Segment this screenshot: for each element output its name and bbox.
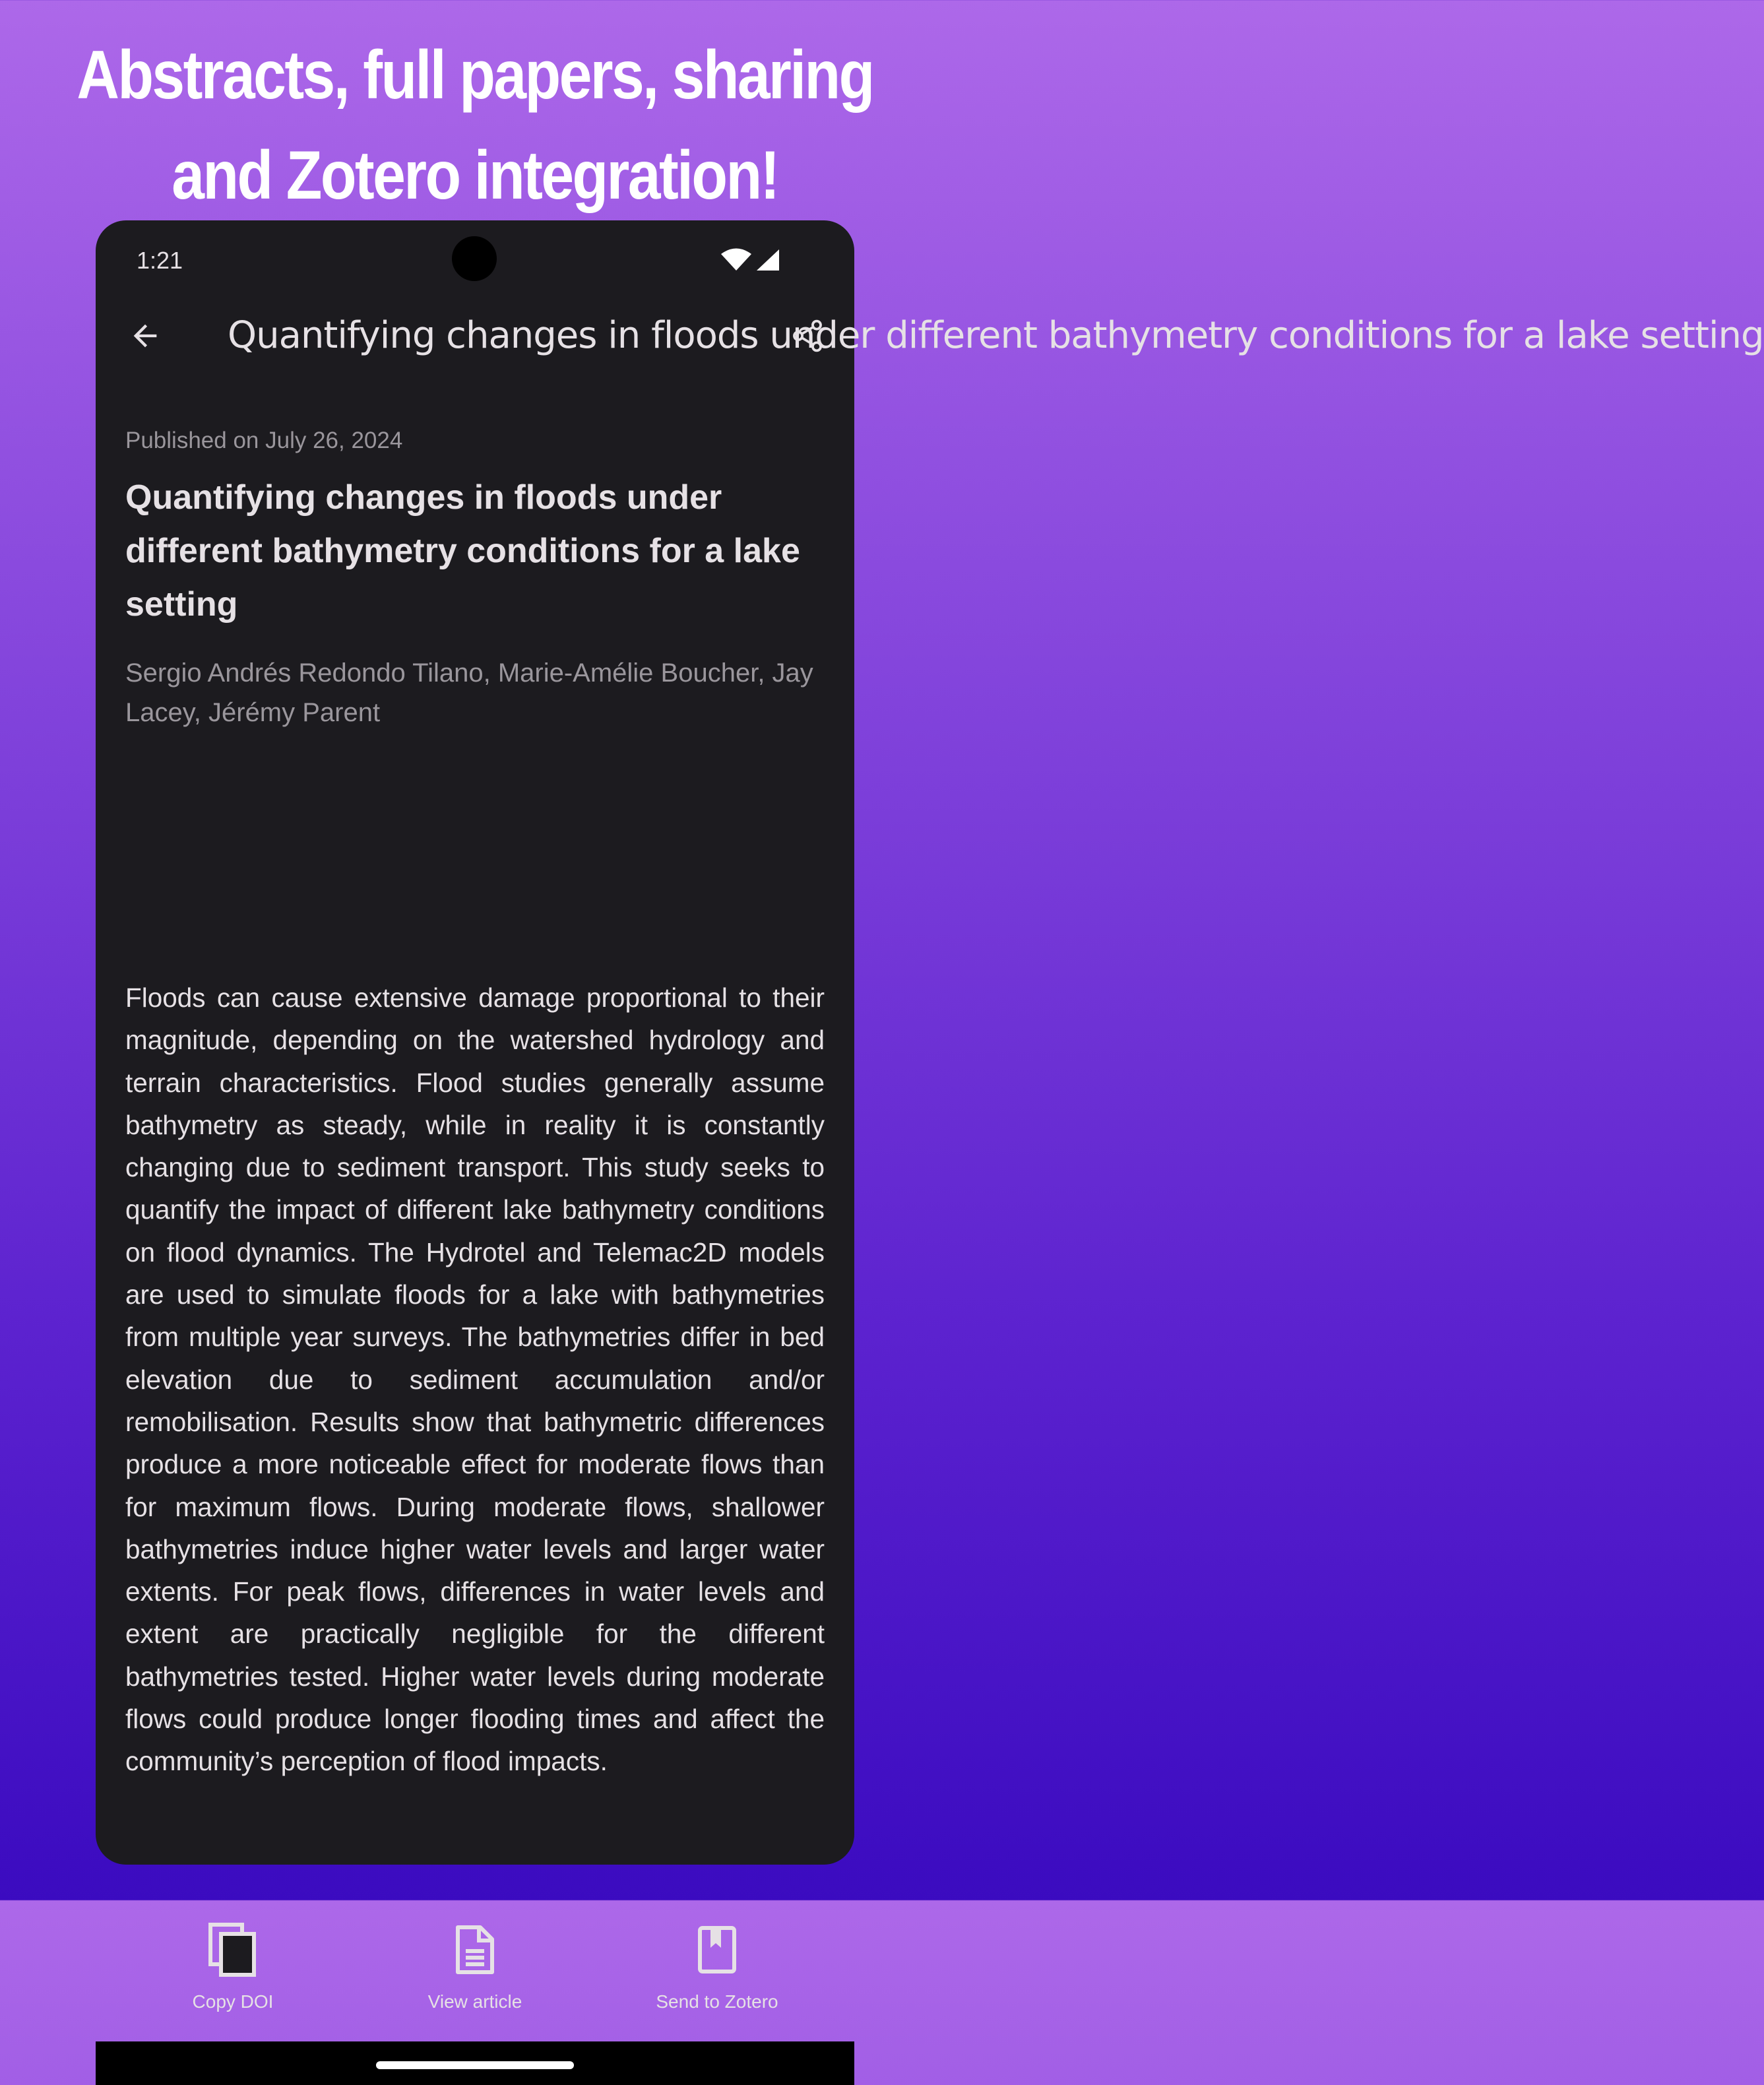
cellular-signal-icon xyxy=(754,248,780,272)
send-to-zotero-label: Send to Zotero xyxy=(656,1991,778,2012)
send-to-zotero-button[interactable] xyxy=(631,1894,803,2041)
abstract-scroll-area[interactable] xyxy=(125,958,825,1892)
promo-heading-line-2: and Zotero integration! xyxy=(172,137,778,214)
view-article-button[interactable] xyxy=(389,1894,561,2041)
copy-doi-button[interactable] xyxy=(147,1894,319,2041)
view-article-label: View article xyxy=(427,1991,522,2012)
status-bar xyxy=(96,220,854,300)
home-indicator[interactable] xyxy=(376,2061,574,2069)
phone-frame xyxy=(96,220,1764,2012)
back-button[interactable] xyxy=(121,311,170,360)
article-authors: Sergio Andrés Redondo Tilano, Marie-Amélie Boucher, Jay Lacey, Jérémy Parent xyxy=(125,658,813,727)
wifi-icon xyxy=(720,248,753,272)
camera-cutout xyxy=(452,236,497,281)
arrow-back-icon xyxy=(128,319,162,353)
copy-doi-label: Copy DOI xyxy=(192,1991,274,2012)
share-button[interactable] xyxy=(784,313,831,359)
bottom-action-bar xyxy=(96,1894,854,2041)
promo-heading-line-1: Abstracts, full papers, sharing xyxy=(77,37,873,113)
status-time: 1:21 xyxy=(137,247,183,274)
share-icon xyxy=(789,317,826,354)
bookmark-icon xyxy=(697,1925,737,1974)
app-bar-title: Quantifying changes in floods under different bathymetry conditions for a lake setting xyxy=(228,314,1764,357)
copy-icon xyxy=(208,1922,258,1977)
status-icons xyxy=(720,247,786,273)
promo-heading xyxy=(0,25,950,226)
published-date: Published on July 26, 2024 xyxy=(125,428,403,453)
article-title: Quantifying changes in floods under different bathymetry conditions for a lake setting xyxy=(125,478,800,624)
document-icon xyxy=(455,1925,495,1975)
article-abstract: Floods can cause extensive damage proportional to their magnitude, depending on the watershed hydrology and terrain characteristics. Flood studies generally assume bathymetry as steady, while in reality it is constantly changing due to sediment transport. This study seeks to quantify the impact of different lake bathymetry conditions on flood dynamics. The Hydrotel and Telemac2D models are used to simulate floods for a lake with bathymetries from multiple year surveys. The bathymetries differ in bed elevation due to sediment accumulation and/or remobilisation. Results show that bathymetric differences produce a more noticeable effect for moderate flows than for maximum flows. During moderate flows, shallower bathymetries induce higher water levels and larger water extents. For peak flows, differences in water levels and extent are practically negligible for the different bathymetries tested. Higher water levels during moderate flows could produce longer flooding times and affect the community’s perception of flood impacts. xyxy=(125,982,825,1777)
